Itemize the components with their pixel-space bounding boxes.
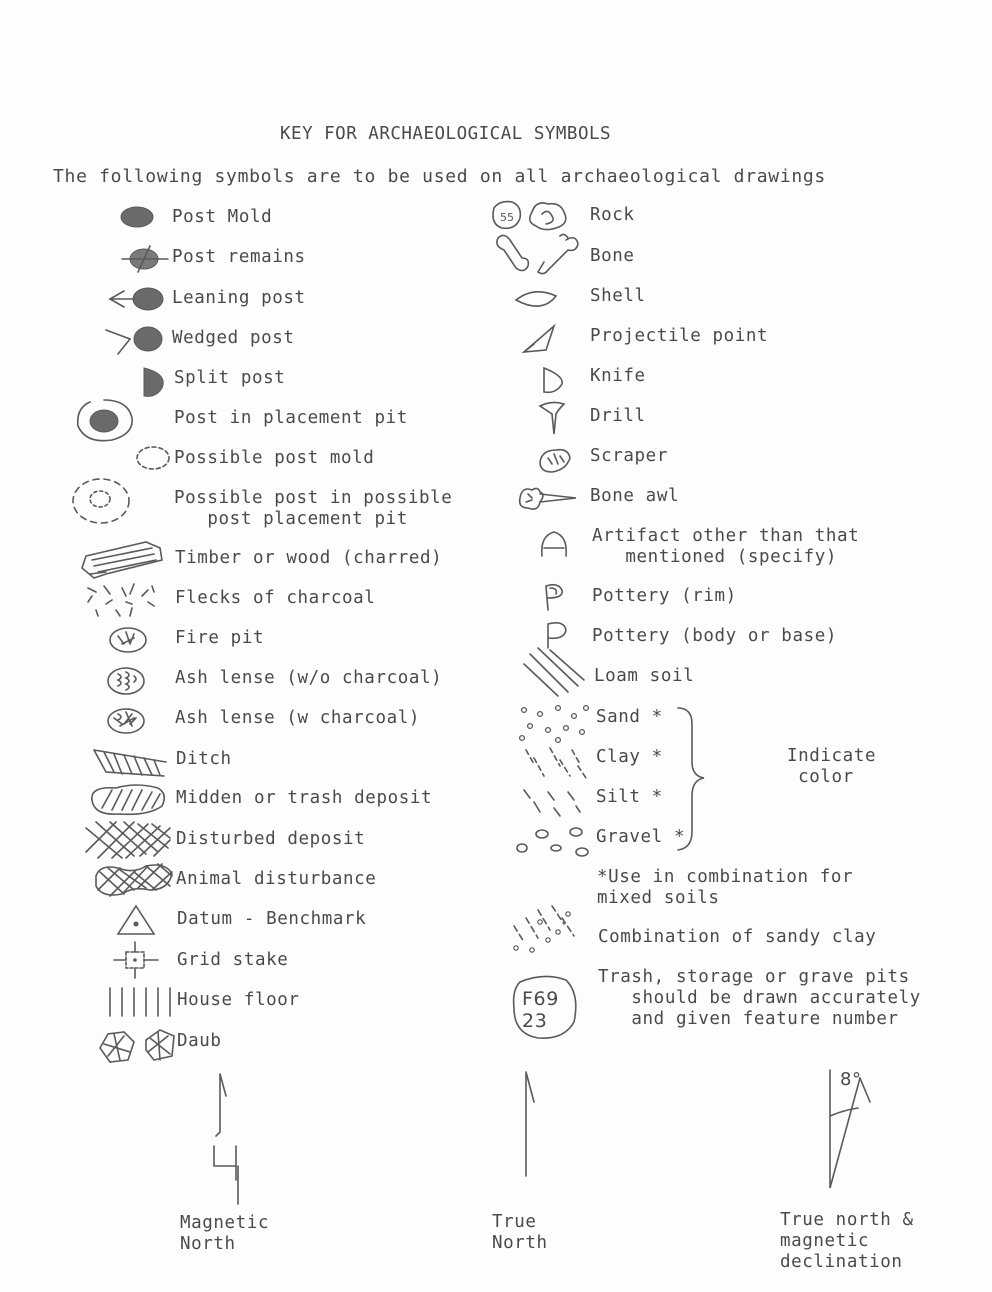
clay-icon [520, 746, 590, 782]
ash-lense-charcoal-icon [102, 704, 152, 738]
label-true-north: True North [492, 1212, 548, 1253]
leaning-post-icon [104, 284, 168, 314]
label-scraper: Scraper [590, 446, 668, 466]
true-north-icon [506, 1068, 546, 1184]
gravel-icon [514, 824, 594, 860]
label-midden: Midden or trash deposit [176, 788, 433, 808]
label-post-mold: Post Mold [172, 207, 273, 227]
label-shell: Shell [590, 286, 646, 306]
label-ash-lense-wo: Ash lense (w/o charcoal) [175, 668, 443, 688]
post-in-placement-pit-icon [72, 396, 138, 446]
midden-icon [86, 780, 170, 820]
label-possible-post-in-pit: Possible post in possible post placement pit [174, 488, 453, 529]
label-post-remains: Post remains [172, 247, 306, 267]
post-remains-icon [116, 242, 172, 276]
label-silt: Silt * [596, 787, 663, 807]
artifact-other-icon [536, 528, 572, 560]
label-drill: Drill [590, 406, 646, 426]
declination-angle-label: 8° [840, 1069, 862, 1090]
intro-text: The following symbols are to be used on all archaeological drawings [53, 166, 826, 187]
timber-icon [76, 538, 168, 584]
disturbed-deposit-icon [82, 818, 174, 862]
post-mold-icon [118, 204, 158, 230]
label-sand: Sand * [596, 707, 663, 727]
label-knife: Knife [590, 366, 646, 386]
label-pottery-rim: Pottery (rim) [592, 586, 737, 606]
bone-icon [490, 232, 584, 278]
label-post-in-placement-pit: Post in placement pit [174, 408, 408, 428]
possible-post-mold-icon [132, 442, 174, 476]
label-animal-disturbance: Animal disturbance [176, 869, 377, 889]
label-ditch: Ditch [176, 749, 232, 769]
shell-icon [512, 284, 560, 314]
label-artifact-other: Artifact other than that mentioned (specify) [592, 526, 860, 567]
charcoal-flecks-icon [82, 580, 162, 620]
label-pottery-body: Pottery (body or base) [592, 626, 837, 646]
sand-icon [514, 702, 594, 744]
label-bone-awl: Bone awl [590, 486, 680, 506]
label-daub: Daub [177, 1031, 222, 1051]
label-magnetic-north: Magnetic North [180, 1213, 270, 1254]
label-wedged-post: Wedged post [172, 328, 295, 348]
label-projectile-point: Projectile point [590, 326, 769, 346]
label-indicate-color: Indicate color [787, 746, 877, 787]
label-leaning-post: Leaning post [172, 288, 306, 308]
soil-brace-icon [670, 704, 720, 854]
split-post-icon [140, 364, 170, 400]
label-fire-pit: Fire pit [175, 628, 265, 648]
label-feature-pits: Trash, storage or grave pits should be drawn accurately and given feature number [598, 967, 921, 1029]
bone-awl-icon [516, 482, 580, 518]
label-flecks-charcoal: Flecks of charcoal [175, 588, 376, 608]
label-bone: Bone [590, 246, 635, 266]
feature-number-label: F69 23 [522, 988, 559, 1032]
label-possible-post-mold: Possible post mold [174, 448, 375, 468]
datum-benchmark-icon [114, 902, 158, 938]
svg-text:55: 55 [500, 211, 514, 224]
drill-icon [536, 398, 570, 438]
possible-post-in-pit-icon [68, 476, 134, 530]
grid-stake-icon [110, 940, 162, 982]
label-loam-soil: Loam soil [594, 666, 695, 686]
label-sandy-clay: Combination of sandy clay [598, 927, 877, 947]
house-floor-icon [106, 984, 176, 1020]
magnetic-north-icon [198, 1068, 246, 1208]
projectile-point-icon [520, 320, 560, 356]
label-combination-note: *Use in combination for mixed soils [597, 867, 854, 908]
sandy-clay-icon [508, 902, 578, 958]
daub-icon [94, 1026, 178, 1068]
label-grid-stake: Grid stake [177, 950, 289, 970]
page-title: KEY FOR ARCHAEOLOGICAL SYMBOLS [280, 124, 612, 144]
animal-disturbance-icon [90, 860, 176, 900]
silt-icon [518, 786, 588, 822]
label-datum: Datum - Benchmark [177, 909, 367, 929]
label-gravel: Gravel * [596, 827, 686, 847]
fire-pit-icon [104, 624, 152, 656]
ash-lense-icon [102, 664, 150, 698]
rock-icon [486, 198, 572, 234]
label-timber: Timber or wood (charred) [175, 548, 443, 568]
scraper-icon [534, 444, 574, 476]
ditch-icon [90, 742, 170, 780]
label-declination: True north & magnetic declination [780, 1210, 914, 1272]
label-clay: Clay * [596, 747, 663, 767]
label-house-floor: House floor [177, 990, 300, 1010]
label-split-post: Split post [174, 368, 286, 388]
loam-soil-icon [520, 646, 590, 702]
pottery-rim-icon [538, 580, 572, 614]
label-disturbed-deposit: Disturbed deposit [176, 829, 366, 849]
label-rock: Rock [590, 205, 635, 225]
wedged-post-icon [100, 324, 168, 358]
knife-icon [538, 364, 568, 396]
label-ash-lense-w: Ash lense (w charcoal) [175, 708, 420, 728]
